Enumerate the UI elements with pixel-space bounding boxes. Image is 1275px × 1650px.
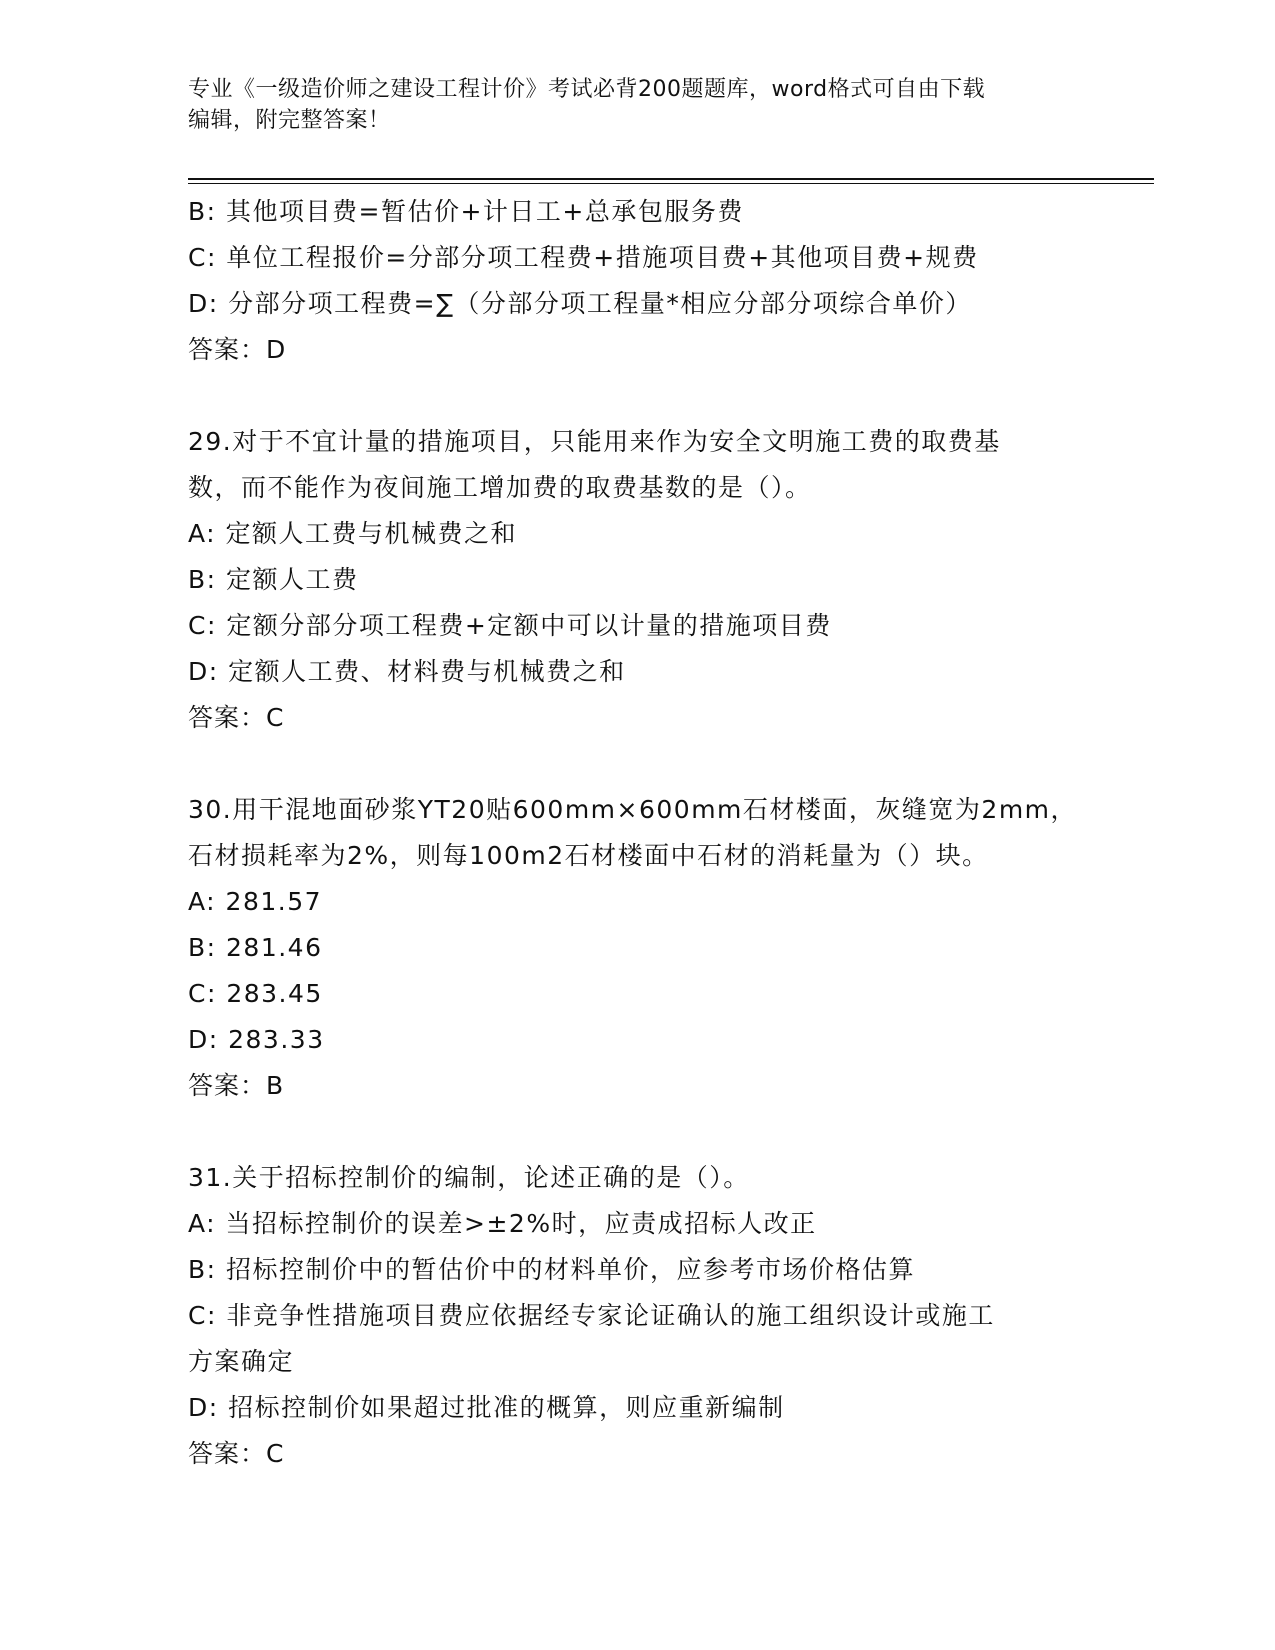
option-c: C: 单位工程报价=分部分项工程费+措施项目费+其他项目费+规费 (188, 243, 979, 272)
question-stem-line-2: 数，而不能作为夜间施工增加费的取费基数的是（）。 (188, 473, 812, 502)
answer-label: 答案：B (188, 1071, 285, 1100)
answer-label: 答案：D (188, 335, 287, 364)
option-b: B: 281.46 (188, 933, 323, 962)
question-stem-line-1: 31.关于招标控制价的编制，论述正确的是（）。 (188, 1163, 750, 1192)
header-rule-thin (188, 183, 1154, 184)
option-c: C: 定额分部分项工程费+定额中可以计量的措施项目费 (188, 611, 832, 640)
question-31 (188, 1155, 1088, 1477)
header-title-line-1: 专业《一级造价师之建设工程计价》考试必背200题题库，word格式可自由下载 (188, 77, 986, 102)
question-28 (188, 189, 1088, 373)
spacer (188, 373, 1088, 419)
question-stem-line-1: 30.用干混地面砂浆YT20贴600mm×600mm石材楼面，灰缝宽为2mm， (188, 795, 1078, 824)
option-b: B: 招标控制价中的暂估价中的材料单价，应参考市场价格估算 (188, 1255, 916, 1284)
spacer (188, 741, 1088, 787)
option-a: A: 281.57 (188, 887, 323, 916)
option-d: D: 分部分项工程费=∑（分部分项工程量*相应分部分项综合单价） (188, 289, 972, 318)
option-a: A: 定额人工费与机械费之和 (188, 519, 518, 548)
question-30 (188, 787, 1088, 1109)
spacer (188, 1109, 1088, 1155)
header-rule-thick (188, 178, 1154, 180)
option-c: C: 283.45 (188, 979, 323, 1008)
question-stem-line-2: 石材损耗率为2%，则每100m2石材楼面中石材的消耗量为（）块。 (188, 841, 989, 870)
option-d: D: 招标控制价如果超过批准的概算，则应重新编制 (188, 1393, 785, 1422)
question-29 (188, 419, 1088, 741)
option-a: A: 当招标控制价的误差>±2%时，应责成招标人改正 (188, 1209, 817, 1238)
header-title-line-2: 编辑，附完整答案！ (188, 108, 391, 133)
option-b: B: 定额人工费 (188, 565, 359, 594)
option-b: B: 其他项目费=暂估价+计日工+总承包服务费 (188, 197, 744, 226)
option-c-line-1: C: 非竞争性措施项目费应依据经专家论证确认的施工组织设计或施工 (188, 1301, 995, 1330)
option-d: D: 定额人工费、材料费与机械费之和 (188, 657, 626, 686)
question-stem-line-1: 29.对于不宜计量的措施项目，只能用来作为安全文明施工费的取费基 (188, 427, 1001, 456)
answer-label: 答案：C (188, 703, 285, 732)
question-list (188, 189, 1088, 1477)
document-header (188, 74, 1088, 136)
option-c-line-2: 方案确定 (188, 1347, 295, 1376)
answer-label: 答案：C (188, 1439, 285, 1468)
option-d: D: 283.33 (188, 1025, 325, 1054)
